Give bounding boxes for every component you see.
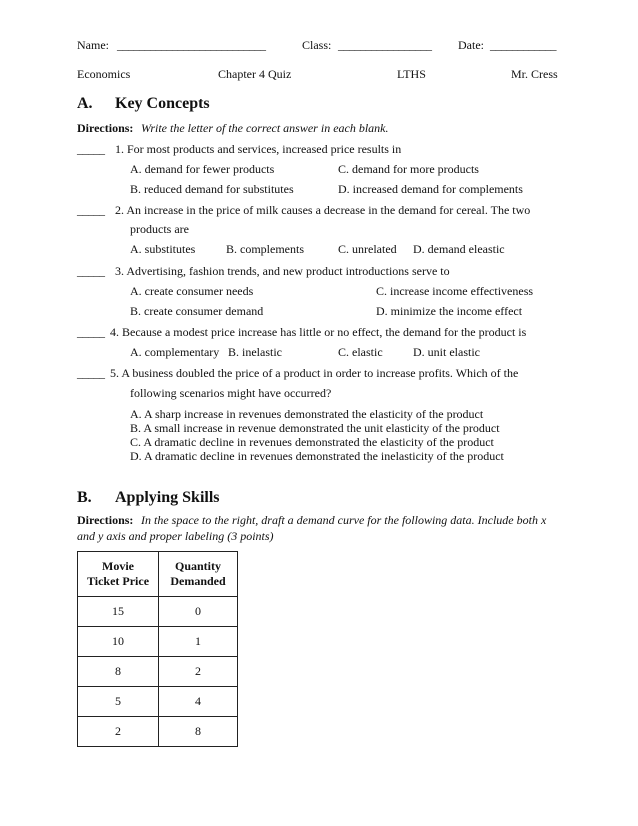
quantity-cell: 1 xyxy=(159,627,238,657)
header-line: Ticket Price xyxy=(86,574,150,588)
subject-label: Economics xyxy=(77,67,131,81)
price-cell: 8 xyxy=(78,657,159,687)
option: B. inelastic xyxy=(228,345,282,359)
answer-blank: _____ xyxy=(77,203,105,217)
quiz-label: Chapter 4 Quiz xyxy=(218,67,292,81)
section-a-directions-label: Directions: xyxy=(77,121,134,135)
header-line: Movie xyxy=(102,559,134,573)
header-line: Quantity xyxy=(174,559,221,573)
header-quantity-demanded xyxy=(159,552,238,597)
answer-blank: _____ xyxy=(77,142,105,156)
table-header-row xyxy=(78,552,238,597)
demand-schedule-table xyxy=(77,551,238,747)
date-blank: ____________ xyxy=(490,38,556,52)
option: A. demand for fewer products xyxy=(130,162,275,176)
price-cell: 2 xyxy=(78,717,159,747)
option: B. complements xyxy=(226,242,304,256)
option: B. A small increase in revenue demonstrated the unit elasticity of the product xyxy=(130,421,500,435)
price-cell: 5 xyxy=(78,687,159,717)
section-a-title: Key Concepts xyxy=(115,95,210,112)
question-text: 4. Because a modest price increase has little or no effect, the demand for the product is xyxy=(110,325,527,339)
question-text: 2. An increase in the price of milk causes a decrease in the demand for cereal. The two xyxy=(115,203,531,217)
quantity-cell: 4 xyxy=(159,687,238,717)
quantity-cell: 8 xyxy=(159,717,238,747)
class-blank: _________________ xyxy=(338,38,432,52)
class-label: Class: xyxy=(302,38,332,52)
price-cell: 15 xyxy=(78,597,159,627)
table-row xyxy=(78,657,238,687)
option: A. A sharp increase in revenues demonstrated the elasticity of the product xyxy=(130,407,484,421)
quantity-cell: 2 xyxy=(159,657,238,687)
quantity-cell: 0 xyxy=(159,597,238,627)
option: C. unrelated xyxy=(338,242,397,256)
option: C. demand for more products xyxy=(338,162,479,176)
table-row xyxy=(78,717,238,747)
table-row xyxy=(78,627,238,657)
option: D. minimize the income effect xyxy=(376,304,523,318)
name-blank: ___________________________ xyxy=(117,38,266,52)
name-label: Name: xyxy=(77,38,109,52)
header-line: Demanded xyxy=(170,574,226,588)
date-label: Date: xyxy=(458,38,484,52)
header-movie-ticket-price xyxy=(78,552,159,597)
section-b-directions-text-continued: and y axis and proper labeling (3 points) xyxy=(77,529,274,543)
table-row xyxy=(78,597,238,627)
option: B. reduced demand for substitutes xyxy=(130,182,294,196)
section-a-letter: A. xyxy=(77,95,93,112)
option: B. create consumer demand xyxy=(130,304,264,318)
table-row xyxy=(78,687,238,717)
section-b-title: Applying Skills xyxy=(115,489,220,506)
option: D. demand eleastic xyxy=(413,242,505,256)
question-text-continued: products are xyxy=(130,222,189,236)
option: A. complementary xyxy=(130,345,220,359)
option: C. increase income effectiveness xyxy=(376,284,534,298)
option: C. A dramatic decline in revenues demonstrated the elasticity of the product xyxy=(130,435,494,449)
option: D. A dramatic decline in revenues demonstrated the inelasticity of the product xyxy=(130,449,504,463)
question-text: 3. Advertising, fashion trends, and new product introductions serve to xyxy=(115,264,450,278)
answer-blank: _____ xyxy=(77,366,105,380)
teacher-label: Mr. Cress xyxy=(511,67,558,81)
option: A. create consumer needs xyxy=(130,284,254,298)
section-b-directions-text: In the space to the right, draft a demand curve for the following data. Include both x xyxy=(141,513,547,527)
question-text: 1. For most products and services, increased price results in xyxy=(115,142,402,156)
answer-blank: _____ xyxy=(77,325,105,339)
option: D. unit elastic xyxy=(413,345,480,359)
school-label: LTHS xyxy=(397,67,426,81)
question-text: 5. A business doubled the price of a product in order to increase profits. Which of the xyxy=(110,366,519,380)
section-b-directions-label: Directions: xyxy=(77,513,134,527)
option: A. substitutes xyxy=(130,242,196,256)
section-b-letter: B. xyxy=(77,489,92,506)
option: D. increased demand for complements xyxy=(338,182,523,196)
price-cell: 10 xyxy=(78,627,159,657)
answer-blank: _____ xyxy=(77,264,105,278)
section-a-directions-text: Write the letter of the correct answer in each blank. xyxy=(141,121,389,135)
option: C. elastic xyxy=(338,345,383,359)
question-text-continued: following scenarios might have occurred? xyxy=(130,386,332,400)
